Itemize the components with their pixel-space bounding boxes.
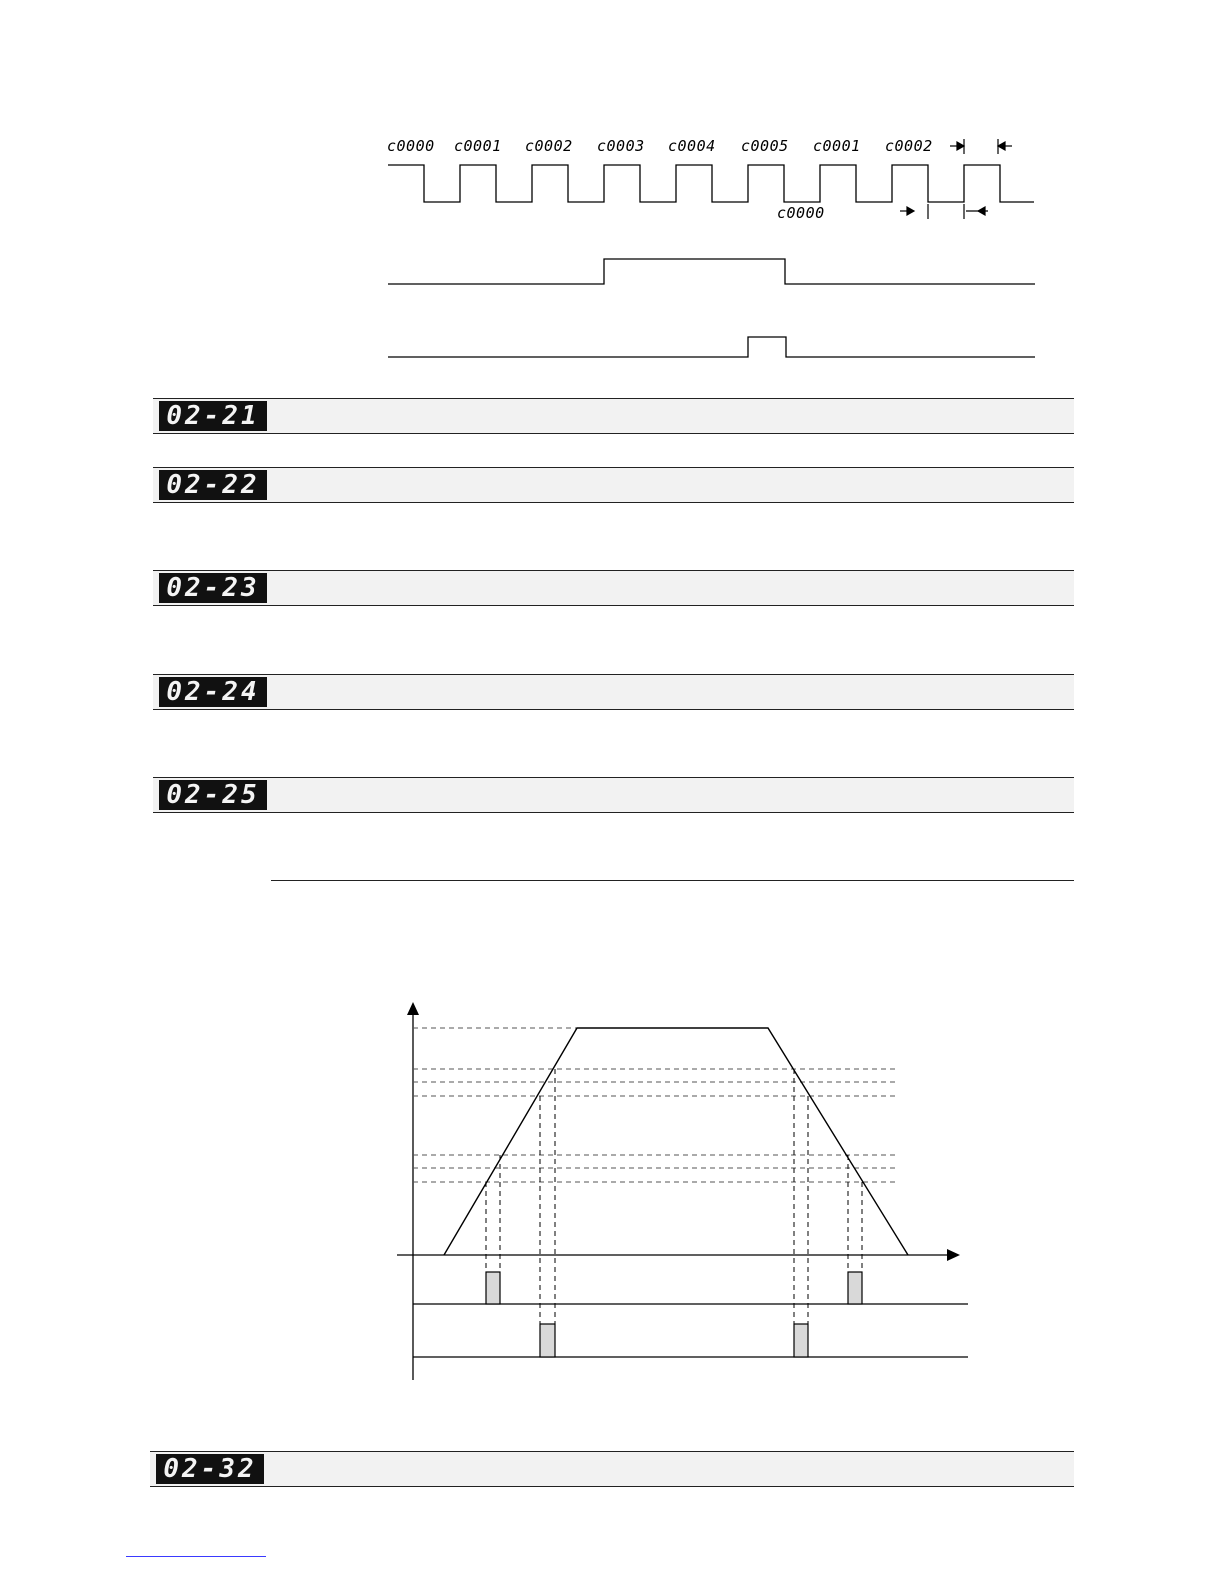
parameter-code-badge: 02-23	[159, 573, 267, 603]
counter-label: c0003	[597, 137, 645, 155]
x-axis-arrow	[947, 1249, 960, 1261]
pulse-width-marker-bottom	[900, 204, 988, 219]
counter-label: c0000	[387, 137, 435, 155]
y-axis-arrow	[407, 1002, 419, 1015]
counter-label: c0001	[454, 137, 502, 155]
trigger-pulse-waveform	[388, 165, 1034, 202]
parameter-code-badge: 02-22	[159, 470, 267, 500]
parameter-code-badge: 02-24	[159, 677, 267, 707]
counter-timing-diagram	[0, 0, 1224, 380]
frequency-profile	[444, 1028, 908, 1255]
output-signal-1	[388, 259, 1035, 284]
counter-label: c0001	[813, 137, 861, 155]
parameter-header-02-23	[153, 570, 1074, 606]
parameter-code-badge: 02-32	[156, 1454, 264, 1484]
section-divider	[271, 880, 1074, 881]
pulse-width-marker-top	[950, 139, 1012, 154]
detection-drop-lines	[486, 1069, 862, 1324]
output-pulse	[848, 1272, 862, 1304]
parameter-code-badge: 02-25	[159, 780, 267, 810]
counter-label: c0002	[885, 137, 933, 155]
parameter-header-02-22	[153, 467, 1074, 503]
counter-label: c0004	[668, 137, 716, 155]
counter-label: c0005	[741, 137, 789, 155]
parameter-code-badge: 02-21	[159, 401, 267, 431]
footer-link-underline[interactable]	[126, 1556, 266, 1557]
output-pulse	[486, 1272, 500, 1304]
parameter-header-02-24	[153, 674, 1074, 710]
parameter-header-02-25	[153, 777, 1074, 813]
counter-label: c0002	[525, 137, 573, 155]
parameter-header-02-32	[150, 1451, 1074, 1487]
frequency-level-lines	[413, 1028, 895, 1182]
output-pulse	[540, 1324, 555, 1357]
output-pulse	[794, 1324, 808, 1357]
parameter-header-02-21	[153, 398, 1074, 434]
output-signal-2	[388, 337, 1035, 357]
frequency-detection-diagram	[0, 990, 1224, 1390]
counter-reset-label: c0000	[777, 204, 825, 222]
